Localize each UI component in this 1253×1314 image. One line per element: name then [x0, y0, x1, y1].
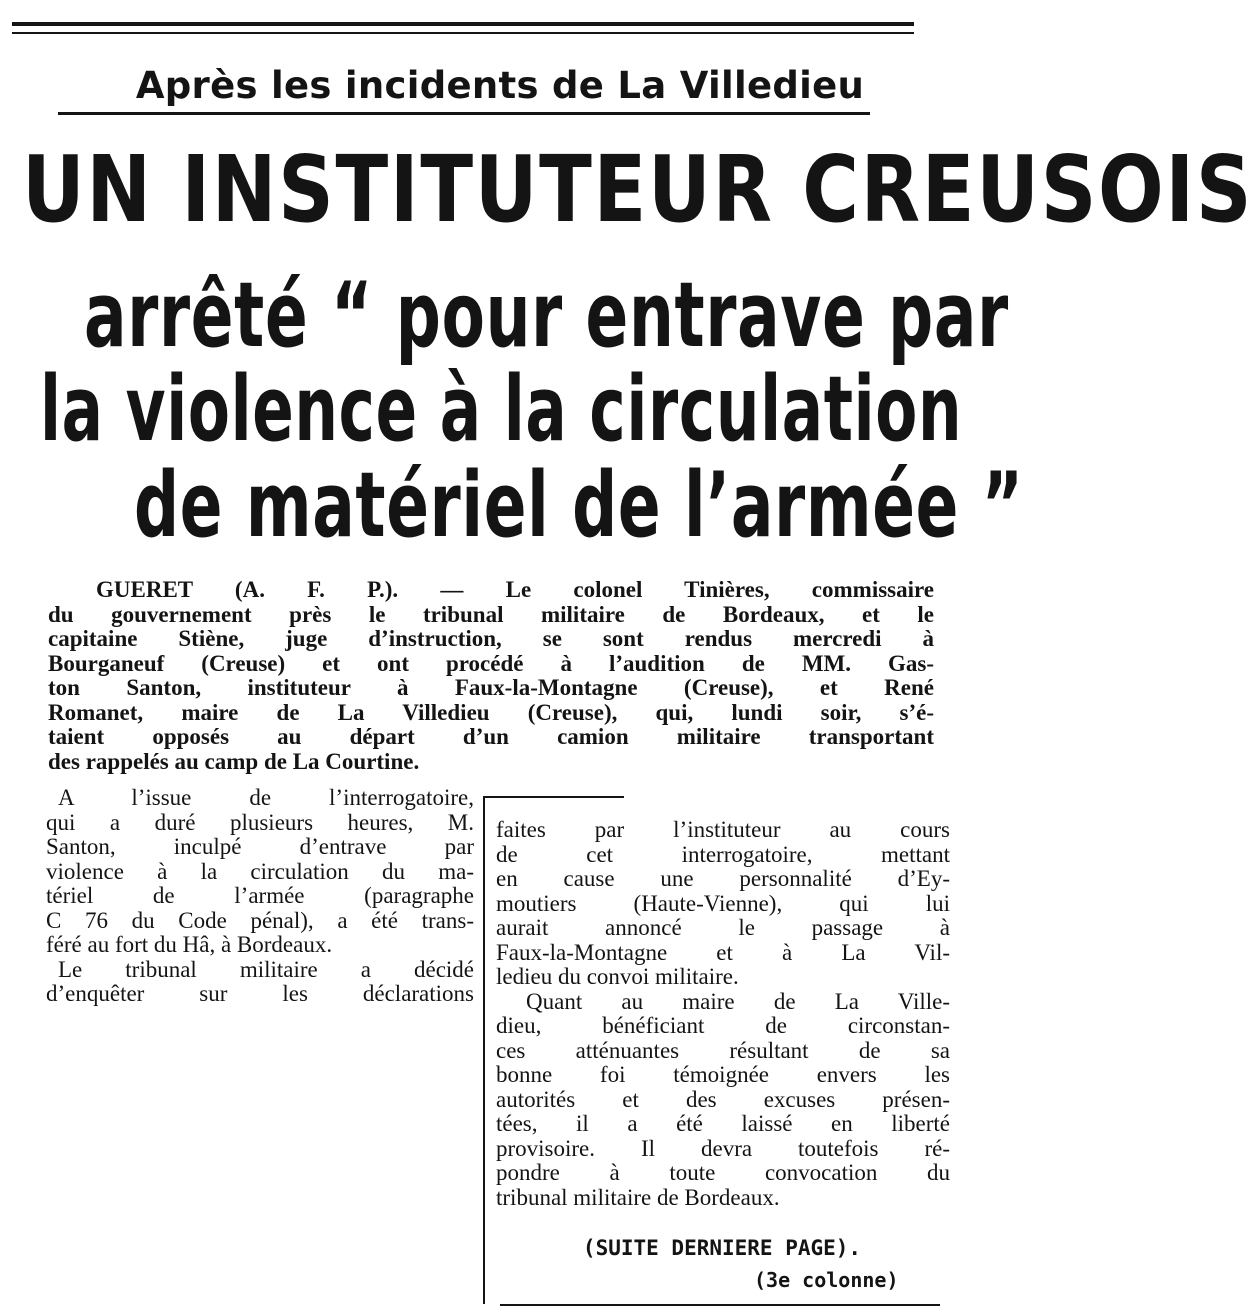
left-column-line: tériel de l’armée (paragraphe: [46, 883, 474, 908]
right-column-line: bonne foi témoignée envers les: [496, 1062, 950, 1087]
left-column-line: Santon, inculpé d’entrave par: [46, 834, 474, 859]
lead-line: GUERET (A. F. P.). — Le colonel Tinières, commissaire: [96, 577, 934, 602]
headline-line-4: de matériel de l’armée ”: [134, 453, 1024, 558]
right-column-line: ledieu du convoi militaire.: [496, 964, 739, 989]
column-top-rule: [484, 796, 624, 798]
headline-line-3: la violence à la circulation: [40, 357, 963, 462]
lead-line: du gouvernement près le tribunal militaire de Bordeaux, et le: [48, 601, 934, 627]
left-column-line: féré au fort du Hâ, à Bordeaux.: [46, 932, 333, 957]
column-divider: [483, 796, 485, 1304]
left-column-line: d’enquêter sur les déclarations: [46, 981, 474, 1006]
bottom-rule: [500, 1304, 940, 1306]
column-reference: (3e colonne): [754, 1268, 899, 1292]
left-column: [46, 786, 474, 1007]
right-column-line: de cet interrogatoire, mettant: [496, 841, 950, 867]
left-column-line: qui a duré plusieurs heures, M.: [46, 809, 474, 835]
kicker: Après les incidents de La Villedieu: [135, 64, 865, 107]
continuation-note: (SUITE DERNIERE PAGE).: [582, 1236, 862, 1260]
right-column-line: tribunal militaire de Bordeaux.: [496, 1184, 780, 1210]
headline-line-1: UN INSTITUTEUR CREUSOIS: [22, 136, 1253, 243]
right-column-line: provisoire. Il devra toutefois ré-: [496, 1135, 950, 1161]
right-column-line: moutiers (Haute-Vienne), qui lui: [496, 890, 950, 916]
right-column-line: autorités et des excuses présen-: [496, 1086, 950, 1112]
lead-line: ton Santon, instituteur à Faux-la-Montagne (Creuse), et René: [48, 675, 934, 700]
left-column-line: C 76 du Code pénal), a été trans-: [46, 907, 474, 933]
lead-line: des rappelés au camp de La Courtine.: [48, 748, 420, 774]
right-column-line: ces atténuantes résultant de sa: [496, 1037, 950, 1063]
right-column-line: faites par l’instituteur au cours: [496, 817, 950, 842]
headline-line-2: arrêté “ pour entrave par: [84, 263, 1009, 368]
kicker-underline: [58, 112, 870, 115]
right-column-line: Quant au maire de La Ville-: [526, 988, 950, 1014]
left-column-line: Le tribunal militaire a décidé: [58, 956, 474, 982]
right-column-line: aurait annoncé le passage à: [496, 915, 950, 940]
top-rule-upper: [12, 22, 914, 26]
lead-line: Bourganeuf (Creuse) et ont procédé à l’audition de MM. Gas-: [48, 650, 934, 676]
lead-line: taient opposés au départ d’un camion militaire transportant: [48, 724, 934, 749]
right-column-line: tées, il a été laissé en liberté: [496, 1111, 950, 1136]
right-column-line: pondre à toute convocation du: [496, 1160, 950, 1185]
right-column-line: en cause une personnalité d’Ey-: [496, 866, 950, 891]
right-column-line: Faux-la-Montagne et à La Vil-: [496, 939, 950, 965]
lead-line: capitaine Stiène, juge d’instruction, se sont rendus mercredi à: [48, 626, 934, 651]
top-rule-lower: [12, 32, 914, 34]
left-column-line: A l’issue de l’interrogatoire,: [58, 785, 474, 810]
right-column: [496, 818, 950, 1210]
right-column-line: dieu, bénéficiant de circonstan-: [496, 1013, 950, 1038]
lead-line: Romanet, maire de La Villedieu (Creuse), qui, lundi soir, s’é-: [48, 699, 934, 725]
lead-paragraph: [48, 578, 934, 774]
left-column-line: violence à la circulation du ma-: [46, 858, 474, 884]
